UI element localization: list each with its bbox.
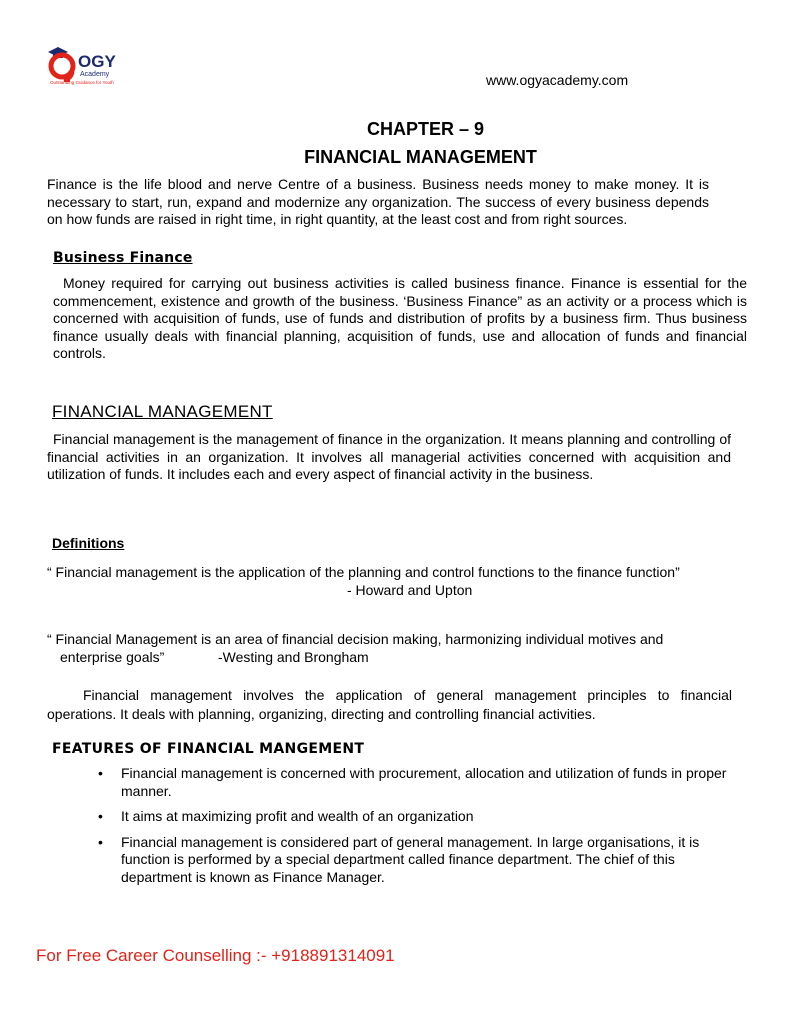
business-finance-paragraph: Money required for carrying out business activities is called business finance. Finance is essential for the commencement, existence and growth of the business. ‘Business Finance” as an activity or a process which is concerned with acquisition of funds, use of funds and distribution of profits by a business firm. Thus business finance usually deals with financial planning, acquisition of funds, use and allocation of funds and financial controls. <box>53 275 747 361</box>
definition-quote-1-author: - Howard and Upton <box>347 582 473 598</box>
website-url[interactable]: www.ogyacademy.com <box>486 72 629 88</box>
bullet-icon: • <box>98 833 103 850</box>
definitions-heading: Definitions <box>52 535 125 551</box>
intro-paragraph: Finance is the life blood and nerve Centre of a business. Business needs money to make money. It is necessary to start, run, expand and modernize any organization. The success of every business depends on how funds are raised in right time, in right quantity, at the least cost and from right sources. <box>47 176 709 227</box>
features-heading: FEATURES OF FINANCIAL MANGEMENT <box>52 741 365 757</box>
features-list <box>96 765 736 894</box>
chapter-number: CHAPTER – 9 <box>366 119 485 139</box>
definitions-summary-paragraph: Financial management involves the application of general management principles to financial operations. It deals with planning, organizing, directing and controlling financial activities. <box>47 687 732 722</box>
chapter-title: FINANCIAL MANAGEMENT <box>304 147 537 167</box>
footer-counselling-contact[interactable]: For Free Career Counselling :- +918891314091 <box>36 946 395 965</box>
logo-sub: Academy <box>80 71 110 78</box>
bullet-icon: • <box>98 765 103 781</box>
definition-quote-1: “ Financial management is the application of the planning and control functions to the finance function” <box>47 564 680 580</box>
logo-brand: OGY <box>78 52 116 71</box>
bullet-icon: • <box>98 808 103 824</box>
logo-tagline: Outstanding Guidance for Youth <box>50 80 114 85</box>
definition-quote-2-line-1: “ Financial Management is an area of financial decision making, harmonizing individual motives and <box>47 631 664 647</box>
list-item: • It aims at maximizing profit and wealth of an organization <box>98 808 474 824</box>
ogy-academy-logo <box>48 44 148 90</box>
list-item: • Financial management is considered part of general management. In large organisations, it is function is performed by a special department called finance department. The chief of this department is known as Finance Manager. <box>98 833 700 885</box>
logo-graphic <box>48 44 148 90</box>
financial-management-paragraph: Financial management is the management of finance in the organization. It means planning and controlling of financial activities in an organization. It involves all managerial activities concerned with acquisition and utilization of funds. It includes each and every aspect of financial activity in the business. <box>47 431 731 482</box>
financial-management-heading: FINANCIAL MANAGEMENT <box>52 402 273 421</box>
business-finance-heading: Business Finance <box>53 250 193 266</box>
definition-quote-2-author: -Westing and Brongham <box>218 649 369 665</box>
definition-quote-2-line-2: enterprise goals” <box>60 649 165 665</box>
list-item: • Financial management is concerned with procurement, allocation and utilization of funds in proper manner. <box>98 765 727 799</box>
